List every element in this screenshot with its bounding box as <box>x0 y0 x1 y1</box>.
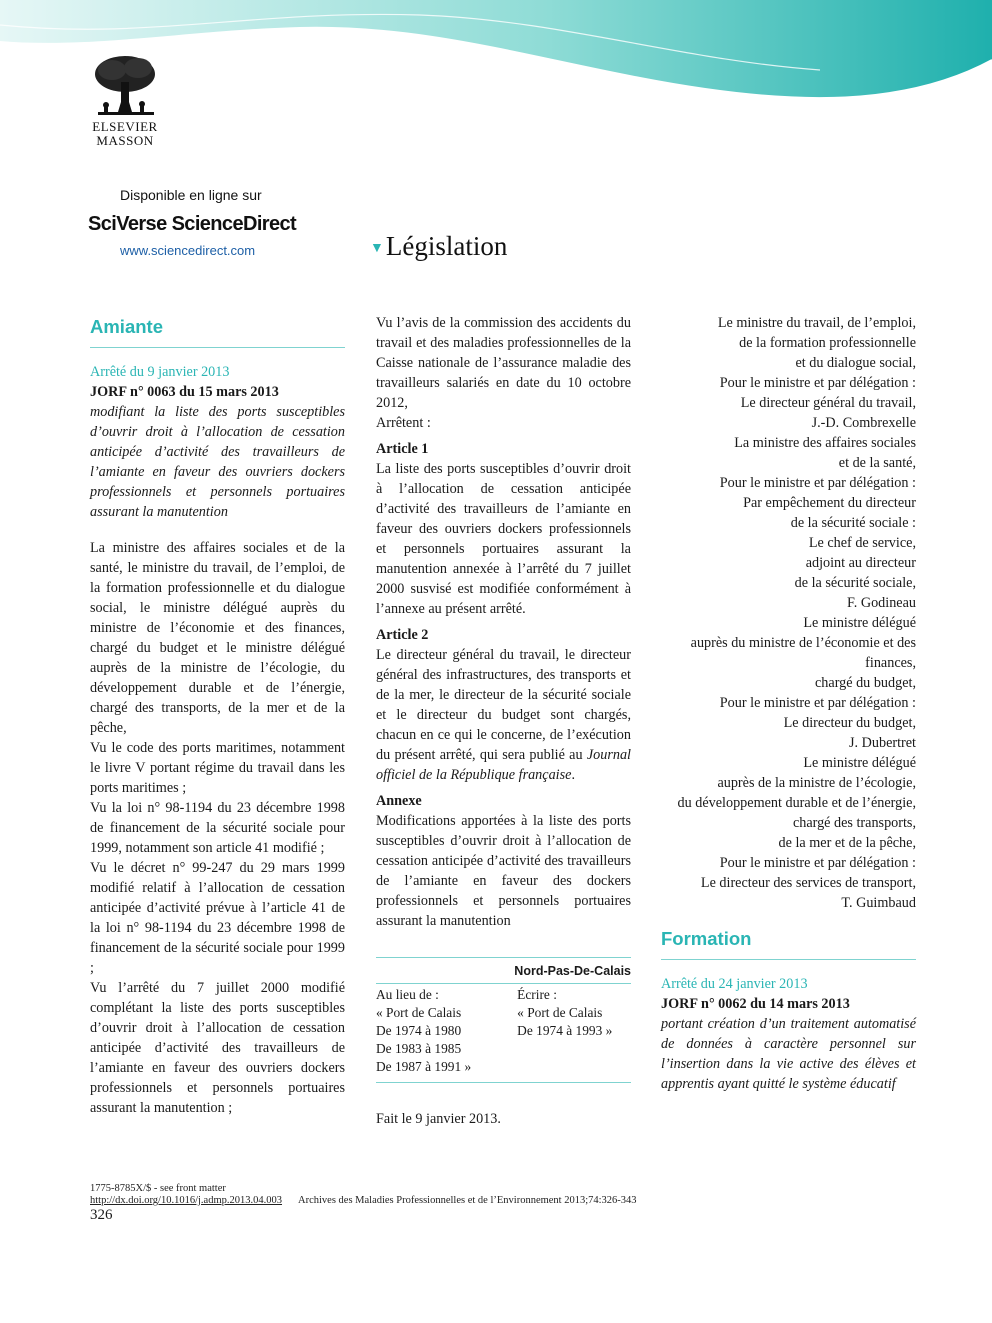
signature-line: Le chef de service, <box>808 535 916 551</box>
arrete-object: portant création d’un traitement automatisé de données à caractère personnel sur l’insertion dans la vie active des élèves et apprentis ayant quitté le système éducatif <box>661 1016 916 1092</box>
signature-line: F. Godineau <box>846 595 916 611</box>
rubric-arrow-icon: ▼ <box>370 240 384 256</box>
table-line: De 1987 à 1991 » <box>376 1059 472 1074</box>
platform-name: SciVerse ScienceDirect <box>88 213 297 235</box>
preamble-paragraph: La ministre des affaires sociales et de la santé, le ministre du travail, de l’emploi, de la formation professionnelle et du dialogue social, le ministre délégué auprès du ministre de l’économie et des finances, chargé du budget et le ministre délégué auprès de la ministre de l’écologie, du développement durable et de l’énergie, chargé des transports, de la mer et de la pêche, <box>90 540 345 736</box>
publisher-logo <box>80 50 170 148</box>
arrete-date: Arrêté du 24 janvier 2013 <box>661 976 808 992</box>
visa-paragraph: Vu l’avis de la commission des accidents du travail et des maladies professionnelles de la Caisse nationale de l’assurance maladie des travailleurs salariés en date du 10 octobre 2012, <box>376 315 631 411</box>
arrete-object: modifiant la liste des ports susceptibles d’ouvrir droit à l’allocation de cessation anticipée d’activité des travailleurs de l’amiante en faveur des ouvriers dockers professionnels et personnels portuaires assurant la manutention <box>90 404 345 520</box>
signature-line: Pour le ministre et par délégation : <box>719 695 916 711</box>
signature-line: Le directeur des services de transport, <box>700 875 916 891</box>
signature-line: Le directeur général du travail, <box>740 395 916 411</box>
table-line: Écrire : <box>517 987 557 1002</box>
visa-paragraph: Vu le code des ports maritimes, notamment le livre V portant régime du travail dans les ports maritimes ; <box>90 740 345 796</box>
issn-line: 1775-8785X/$ - see front matter <box>90 1183 226 1194</box>
signature-line: Par empêchement du directeur <box>743 495 916 511</box>
article-2-title: Article 2 <box>376 627 429 643</box>
jorf-reference: JORF n° 0063 du 15 mars 2013 <box>90 384 279 400</box>
annex-table-region: Nord-Pas-De-Calais <box>376 958 631 984</box>
signature-line: Le directeur du budget, <box>783 715 916 731</box>
sciencedirect-link[interactable]: www.sciencedirect.com <box>120 243 256 258</box>
table-line: « Port de Calais <box>376 1005 462 1020</box>
rubric-title <box>370 231 507 262</box>
visa-paragraph: Vu l’arrêté du 7 juillet 2000 modifié complétant la liste des ports susceptibles d’ouvrir droit à l’allocation de cessation anticipée d’activité des travailleurs de l’amiante en faveur des ouvriers dockers professionnels et personnels portuaires assurant la manutention ; <box>90 980 345 1116</box>
section-title-formation: Formation <box>661 925 916 960</box>
signature-line: chargé du budget, <box>815 675 916 691</box>
doi-link[interactable]: http://dx.doi.org/10.1016/j.admp.2013.04.003 <box>90 1195 283 1206</box>
signature-line: Pour le ministre et par délégation : <box>719 375 916 391</box>
signature-line: de la mer et de la pêche, <box>778 835 916 851</box>
annex-table-before <box>376 984 485 1083</box>
signature-line: J.-D. Combrexelle <box>811 415 916 431</box>
article-1-title: Article 1 <box>376 441 429 457</box>
signature-line: Pour le ministre et par délégation : <box>719 855 916 871</box>
article-2-text <box>376 645 631 785</box>
table-line: Au lieu de : <box>376 987 439 1002</box>
signature-line: auprès du ministre de l’économie et des finances, <box>690 635 916 671</box>
table-line: « Port de Calais <box>517 1005 603 1020</box>
elsevier-tree-logo-icon <box>90 50 160 120</box>
jorf-reference: JORF n° 0062 du 14 mars 2013 <box>661 996 850 1012</box>
column-1 <box>90 313 345 1118</box>
publisher-name-line1: ELSEVIER <box>92 119 158 134</box>
arretent-label: Arrêtent : <box>376 415 431 431</box>
signature-line: T. Guimbaud <box>841 895 916 911</box>
signature-line: adjoint au directeur <box>805 555 916 571</box>
section-title-amiante: Amiante <box>90 313 345 348</box>
signature-line: Le ministre délégué <box>803 755 916 771</box>
signature-line: du développement durable et de l’énergie, <box>677 795 916 811</box>
signature-line: et de la santé, <box>838 455 916 471</box>
available-online-label: Disponible en ligne sur <box>120 187 262 203</box>
annex-table-after <box>485 984 631 1083</box>
table-line: De 1974 à 1993 » <box>517 1023 613 1038</box>
signature-line: auprès de la ministre de l’écologie, <box>717 775 916 791</box>
signature-line: J. Dubertret <box>849 735 916 751</box>
column-2 <box>376 313 631 1129</box>
journal-citation: Archives des Maladies Professionnelles et de l’Environnement 2013;74:326-343 <box>298 1195 637 1206</box>
article-2-body: Le directeur général du travail, le directeur général des infrastructures, des transports et de la mer, le directeur de la sécurité sociale et le directeur du budget sont chargés, chacun en ce qui le concerne, de l’exécution du présent arrêté, qui sera publié au <box>376 647 631 763</box>
signature-line: de la sécurité sociale, <box>794 575 916 591</box>
rubric-title-text: Législation <box>385 231 508 261</box>
article-2-end: . <box>571 767 575 783</box>
visa-paragraph: Vu la loi n° 98-1194 du 23 décembre 1998 de financement de la sécurité sociale pour 1999, notamment son article 41 modifié ; <box>90 800 345 856</box>
signature-line: et du dialogue social, <box>795 355 916 371</box>
journal-officiel-reference: Journal officiel de la République française <box>376 747 631 783</box>
arrete-date: Arrêté du 9 janvier 2013 <box>90 364 230 380</box>
column-3 <box>661 313 916 1094</box>
table-line: De 1983 à 1985 <box>376 1041 462 1056</box>
table-line: De 1974 à 1980 <box>376 1023 462 1038</box>
signature-line: de la sécurité sociale : <box>790 515 916 531</box>
article-1-text: La liste des ports susceptibles d’ouvrir droit à l’allocation de cessation anticipée d’activité des travailleurs de l’amiante en faveur des ouvriers dockers professionnels et personnels portuaires assurant la manutention annexée à l’arrêté du 7 juillet 2000 susvisé est modifiée conformément à l’annexe au présent arrêté. <box>376 461 631 617</box>
annex-title: Annexe <box>376 793 422 809</box>
annex-text: Modifications apportées à la liste des ports susceptibles d’ouvrir droit à l’allocation de cessation anticipée d’activité des travailleurs de l’amiante en faveur des dockers professionnels et personnels portuaires assurant la manutention <box>376 813 631 929</box>
visa-paragraph: Vu le décret n° 99-247 du 29 mars 1999 modifié relatif à l’allocation de cessation anticipée d’activité prévue à l’article 41 de la loi n° 98-1194 du 23 décembre 1998 de financement de la sécurité sociale pour 1999 ; <box>90 860 345 976</box>
signature-line: La ministre des affaires sociales <box>734 435 916 451</box>
publisher-name-line2: MASSON <box>96 133 154 148</box>
signature-line: chargé des transports, <box>792 815 916 831</box>
signing-date: Fait le 9 janvier 2013. <box>376 1111 501 1127</box>
signature-line: de la formation professionnelle <box>739 335 916 351</box>
page-number: 326 <box>90 1207 113 1223</box>
signature-line: Le ministre du travail, de l’emploi, <box>717 315 916 331</box>
annex-table <box>376 957 631 1083</box>
signature-line: Pour le ministre et par délégation : <box>719 475 916 491</box>
page-footer <box>90 1183 637 1207</box>
signature-line: Le ministre délégué <box>803 615 916 631</box>
